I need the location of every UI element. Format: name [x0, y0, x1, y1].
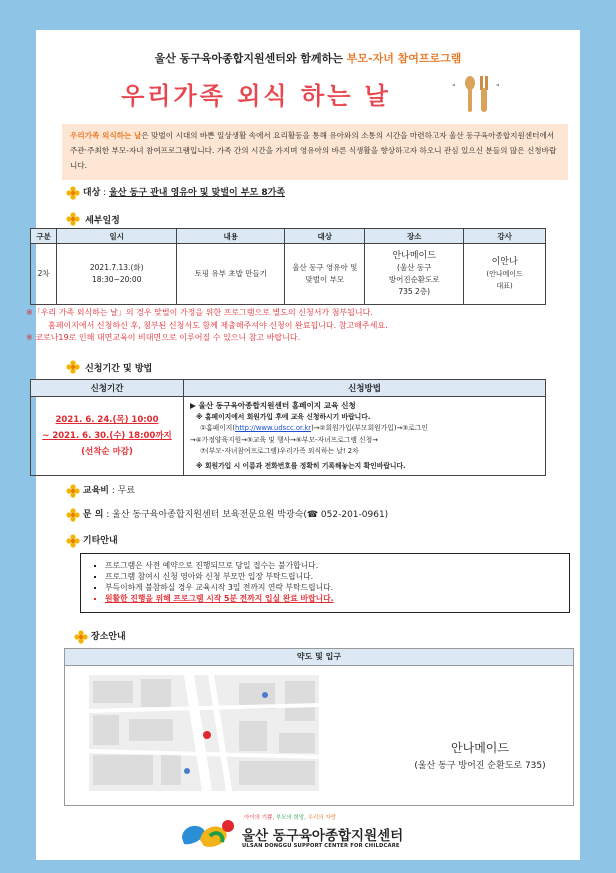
location-label: 장소안내 [90, 632, 126, 642]
date-text: 2021.7.13.(화) [89, 263, 144, 272]
intro-text: 은 맞벌이 시대의 바쁜 일상생활 속에서 요리활동을 통해 유아와의 소통의 시간을 마련하고자 울산 동구육아종합지원센터에서 주관·주최한 부모-자녀 참여프로그램입니다. 가족 간의 시간을 가지며 영유아의 바른 식생활을 향상하고자 하오니 관심 있으신 분들의 많은 신청바랍니다. [70, 131, 557, 170]
flower-icon [66, 484, 80, 498]
contact-value: 울산 동구육아종합지원센터 보육전문요원 박광숙(☎ 052-201-0961) [112, 510, 389, 520]
flower-icon [74, 630, 88, 644]
list-item: ▪ 프로그램은 사전 예약으로 진행되므로 당일 접수는 불가합니다. [105, 560, 559, 571]
content-cell: 토핑 유부 초밥 만들기 [177, 244, 285, 305]
col-header: 장소 [365, 229, 464, 244]
flower-icon [66, 534, 80, 548]
intro-highlight: 우리가족 외식하는 날 [70, 131, 142, 140]
contact-label: 문 의 [82, 510, 104, 520]
logo-mark-icon [176, 816, 238, 852]
logo-name: 울산 동구육아종합지원센터 [242, 828, 404, 844]
method-step: →④가정양육지원→⑤교육 및 행사→⑥부모-자녀프로그램 신청→ [190, 435, 378, 444]
date-cell [57, 244, 177, 305]
col-header: 대상 [285, 229, 365, 244]
target-value: 울산 동구 관내 영유아 및 맞벌이 부모 8가족 [109, 188, 286, 198]
schedule-heading [66, 208, 120, 227]
program-type: 부모-자녀 참여프로그램 [346, 52, 462, 65]
list-item: ▪ 부득이하게 불참하실 경우 교육시작 3일 전까지 연락 부탁드립니다. [105, 582, 559, 593]
logo-english: ULSAN DONGGU SUPPORT CENTER FOR CHILDCARE [242, 843, 400, 849]
target-section: 대상 : 울산 동구 관내 영유아 및 맞벌이 부모 8가족 [66, 185, 285, 200]
period-start: 2021. 6. 24.(목) 10:00 [55, 415, 159, 425]
location-box [64, 648, 574, 806]
round-cell: 2차 [31, 244, 57, 305]
place-info [395, 739, 565, 775]
etc-box [80, 553, 570, 613]
instructor-sub: (안나메이드 [486, 270, 523, 278]
etc-label: 기타안내 [82, 536, 118, 546]
map-graphic [89, 675, 319, 791]
logo-tagline: 아이의 기쁨, 부모의 희망, 우리의 자랑 [244, 815, 336, 821]
apply-label: 신청기간 및 방법 [85, 364, 153, 374]
utensils-icon [452, 74, 512, 114]
target-line: 맞벌이 부모 [305, 275, 345, 284]
flower-icon [66, 212, 80, 226]
note-line: ※ 코로나19로 인해 대면교육이 비대면으로 이루어질 수 있으니 참고 바랍니다. [26, 333, 301, 342]
svg-text:": " [452, 83, 456, 92]
method-step: ①홈페이지(http://www.udscc.or.kr)→②회원가입(부모회원가입)→③로그인 [200, 424, 428, 432]
period-cell [31, 397, 184, 476]
fee-section: 교육비 : 무료 [66, 483, 135, 498]
svg-text:": " [496, 83, 500, 92]
method-step: ⑦(부모-자녀참여프로그램)우리가족 외식하는 날! 2차 [200, 447, 359, 455]
col-header: 구분 [31, 229, 57, 244]
col-header: 내용 [177, 229, 285, 244]
center-logo [176, 812, 436, 858]
first-come: (선착순 마감) [81, 447, 133, 457]
col-header: 일시 [57, 229, 177, 244]
fee-label: 교육비 [82, 486, 109, 496]
col-header: 신청기간 [31, 380, 184, 397]
place-line: 안나메이드 [392, 251, 436, 261]
etc-heading [66, 533, 118, 548]
place-name: 안나메이드 [451, 741, 509, 755]
method-note: ※ 홈페이지에서 회원가입 후에 교육 신청하시기 바랍니다. [196, 412, 371, 421]
list-item-emphasis: ▪ 원활한 진행을 위해 프로그램 시작 5분 전까지 입실 완료 바랍니다. [105, 593, 559, 604]
org-prefix: 울산 동구육아종합지원센터와 함께하는 [154, 52, 343, 65]
place-address: (울산 동구 방어진 순환도로 735) [414, 761, 546, 771]
flower-icon [66, 186, 80, 200]
col-header: 강사 [464, 229, 546, 244]
col-header: 신청방법 [184, 380, 546, 397]
flyer-page [26, 30, 580, 860]
place-cell [365, 244, 464, 305]
apply-table [30, 379, 546, 476]
fee-value: 무료 [117, 486, 136, 496]
note-line: ※「우리 가족 외식하는 날」의 경우 맞벌이 가정을 위한 프로그램으로 별도의 신청서가 첨부됩니다. [26, 308, 373, 317]
list-item: ▪ 프로그램 참여시 신청 영아와 신청 부모만 입장 부탁드립니다. [105, 571, 559, 582]
schedule-header-row [31, 229, 546, 244]
table-row [31, 244, 546, 305]
schedule-label: 세부일정 [85, 216, 120, 226]
place-line: 방어진순환도로 [388, 275, 440, 284]
instructor-sub: 대표) [496, 282, 513, 290]
time-text: 18:30~20:00 [91, 275, 142, 284]
target-line: 울산 동구 영유아 및 [292, 263, 358, 272]
place-line: (울산 동구 [397, 263, 432, 272]
apply-header-row [31, 380, 546, 397]
schedule-table [30, 228, 546, 305]
target-label: 대상 [82, 188, 101, 198]
location-map[interactable] [89, 675, 319, 791]
instructor-name: 이안나 [491, 257, 518, 267]
apply-heading [66, 356, 152, 375]
method-cell: ▶ 울산 동구육아종합지원센터 홈페이지 교육 신청 ※ 홈페이지에서 회원가입 후에 교육 신청하시기 바랍니다. ①홈페이지(http://www.udscc.or.kr)→②회원가입(부모회원가입)→③로그인 →④가정양육지원→⑤교육 및 행사→⑥부모-자녀프로그램 신청→ ⑦(부모-자녀참여프로그램)우리가족 외식하는 날! 2차 ※ 회원가입 시 이름과 전화번호를 정확히 기록해놓는지 확인바랍니다. [184, 397, 546, 476]
target-cell [285, 244, 365, 305]
location-heading [74, 629, 126, 644]
place-line: 735 2층) [398, 287, 431, 296]
page-title: 우리가족 외식 하는 날 [121, 82, 391, 110]
flower-icon [66, 360, 80, 374]
period-end: ~ 2021. 6. 30.(수) 18:00까지 [42, 431, 172, 441]
method-title: 울산 동구육아종합지원센터 홈페이지 교육 신청 [198, 401, 356, 410]
header-subtitle [36, 50, 580, 66]
map-header: 약도 및 입구 [65, 649, 573, 666]
contact-section: 문 의 : 울산 동구육아종합지원센터 보육전문요원 박광숙(☎ 052-201-0961) [66, 507, 388, 522]
instructor-cell [464, 244, 546, 305]
table-row [31, 397, 546, 476]
notes [26, 307, 546, 345]
intro-box [62, 124, 568, 180]
note-line: 홈페이지에서 신청하신 후, 첨부된 신청서도 함께 제출해주셔야 신청이 완료됩니다. 참고해주세요. [48, 320, 388, 330]
method-warning: ※ 회원가입 시 이름과 전화번호를 정확히 기록해놓는지 확인바랍니다. [196, 461, 406, 470]
flower-icon [66, 508, 80, 522]
homepage-link[interactable]: http://www.udscc.or.kr [235, 424, 312, 432]
